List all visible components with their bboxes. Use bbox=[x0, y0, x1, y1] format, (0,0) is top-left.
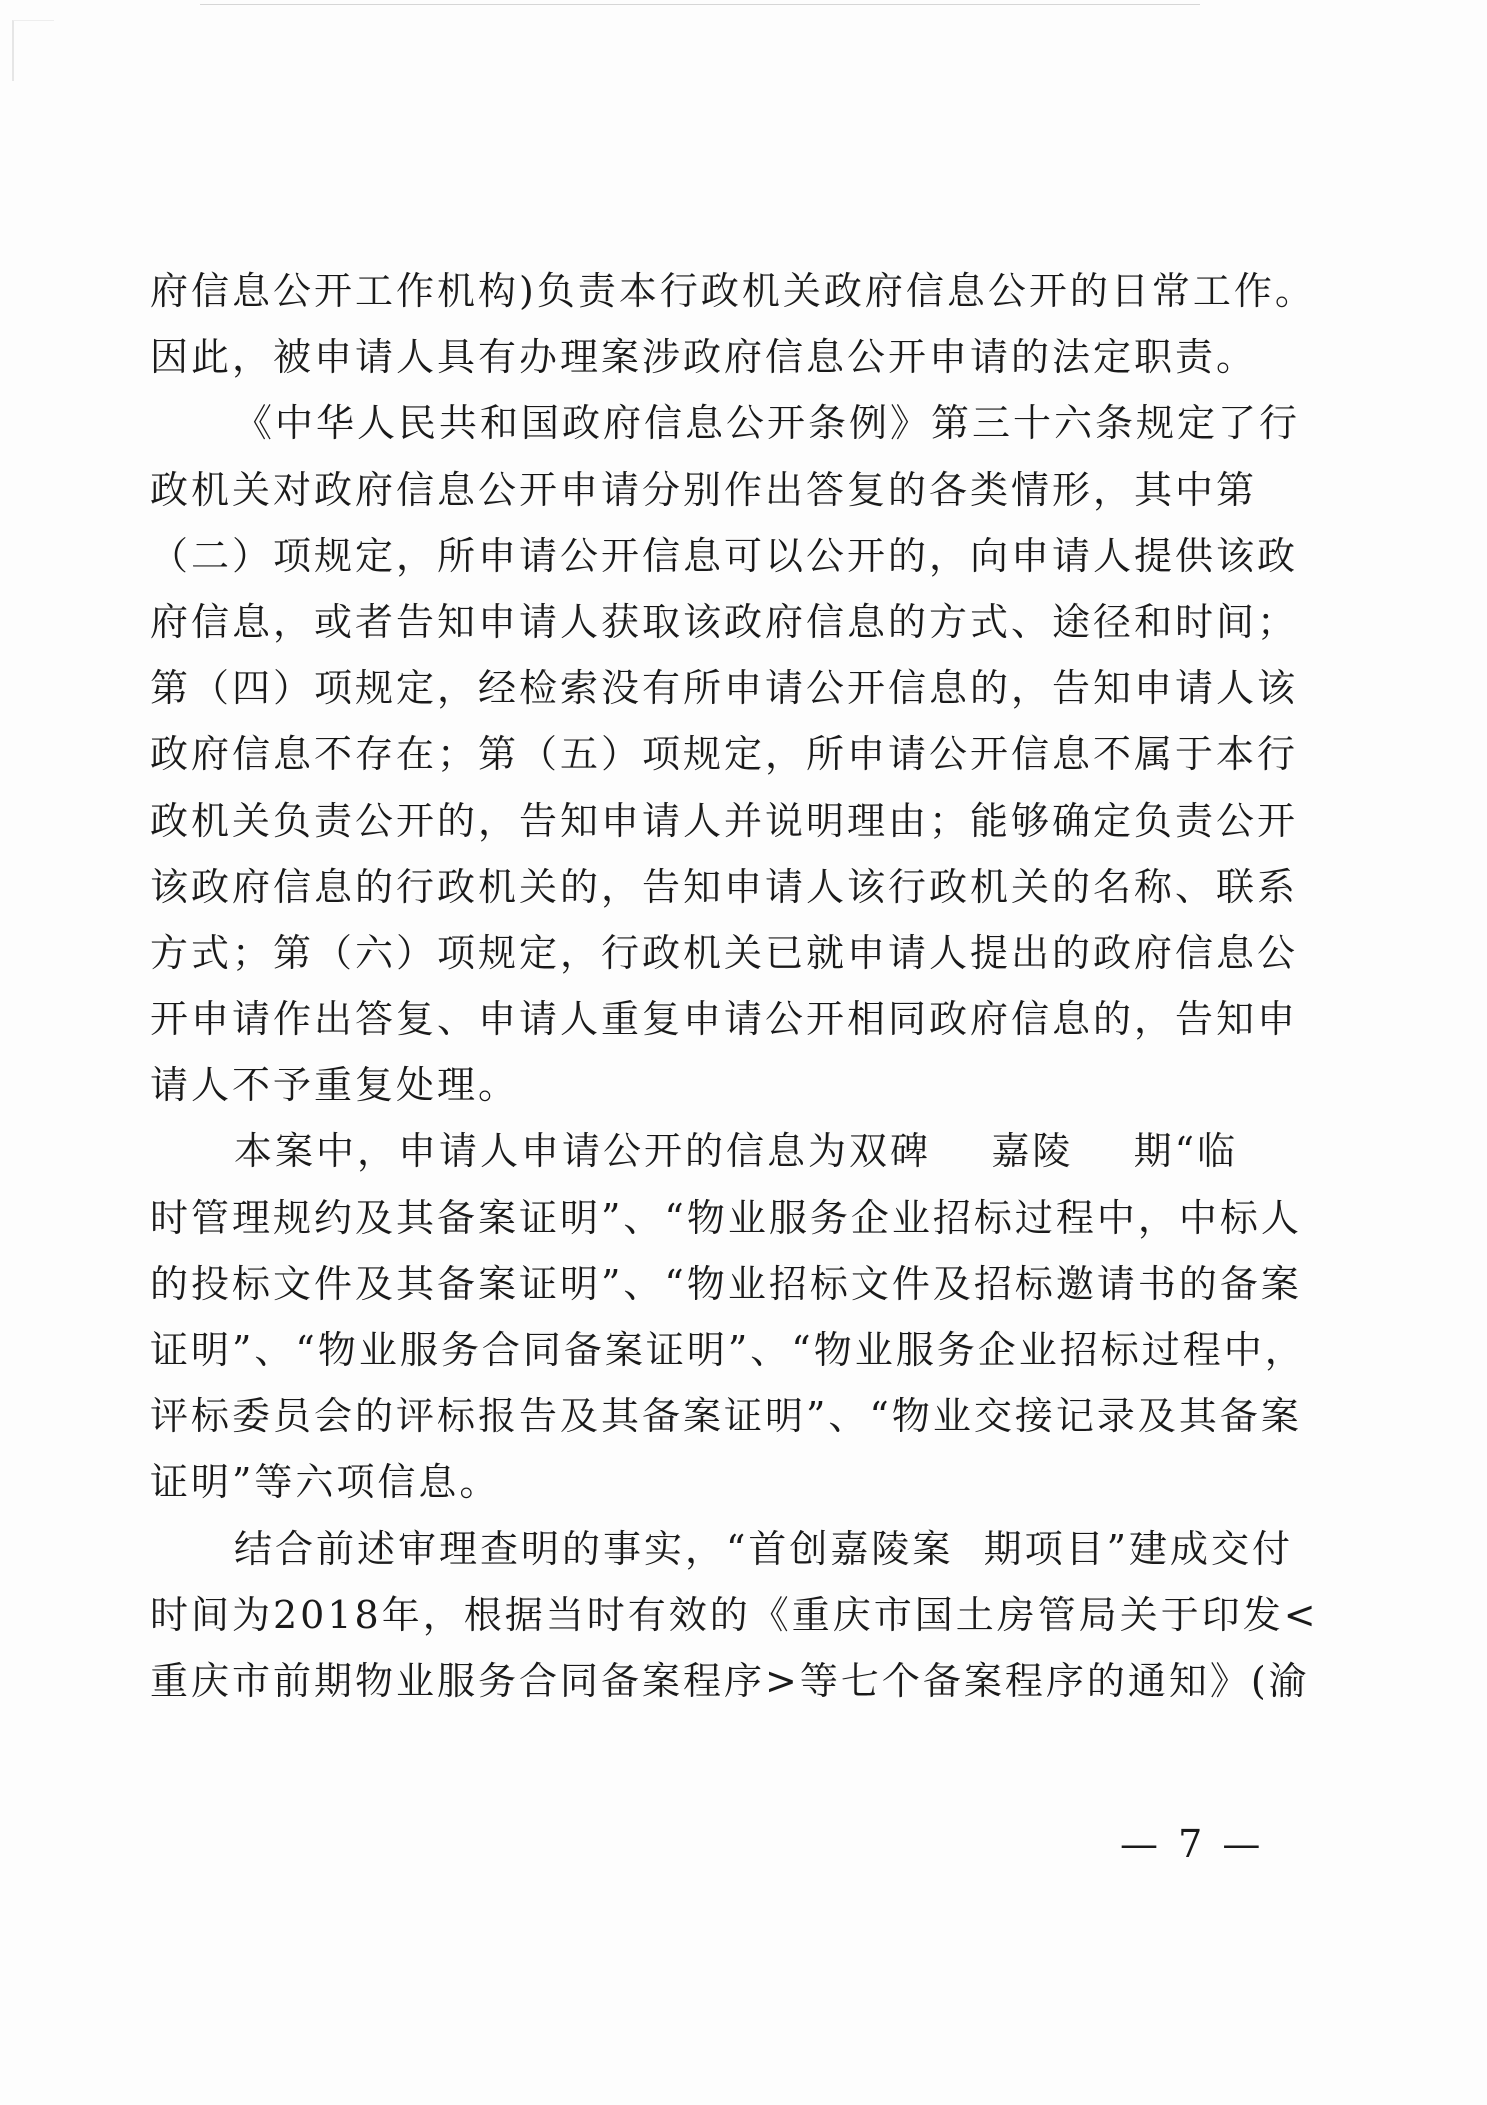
document-body bbox=[150, 258, 1319, 1714]
text-line: 时间为2018年，根据当时有效的《重庆市国土房管局关于印发< bbox=[150, 1592, 1319, 1637]
text-line: 政机关对政府信息公开申请分别作出答复的各类情形，其中第 bbox=[150, 467, 1258, 512]
text-line: 重庆市前期物业服务合同备案程序>等七个备案程序的通知》(渝 bbox=[150, 1658, 1310, 1703]
text-line: 时管理规约及其备案证明”、“物业服务企业招标过程中，中标人 bbox=[150, 1195, 1302, 1240]
text-line: 本案中，申请人申请公开的信息为双碑 嘉陵 期“临 bbox=[234, 1129, 1239, 1174]
text-line: 政机关负责公开的，告知申请人并说明理由；能够确定负责公开 bbox=[150, 798, 1299, 843]
scan-edge-line bbox=[200, 4, 1200, 5]
text-line: 《中华人民共和国政府信息公开条例》第三十六条规定了行 bbox=[234, 401, 1301, 446]
text-line: （二）项规定，所申请公开信息可以公开的，向申请人提供该政 bbox=[150, 533, 1299, 578]
text-line: 的投标文件及其备案证明”、“物业招标文件及招标邀请书的备案 bbox=[150, 1261, 1302, 1306]
text-line: 该政府信息的行政机关的，告知申请人该行政机关的名称、联系 bbox=[150, 864, 1299, 909]
text-line: 请人不予重复处理。 bbox=[150, 1063, 520, 1108]
text-line: 开申请作出答复、申请人重复申请公开相同政府信息的，告知申 bbox=[150, 997, 1299, 1042]
text-line: 第（四）项规定，经检索没有所申请公开信息的，告知申请人该 bbox=[150, 666, 1299, 711]
page-number: — 7 — bbox=[1120, 1822, 1265, 1866]
scan-corner-mark bbox=[12, 20, 54, 81]
text-line: 方式；第（六）项规定，行政机关已就申请人提出的政府信息公 bbox=[150, 930, 1299, 975]
text-line: 府信息公开工作机构)负责本行政机关政府信息公开的日常工作。 bbox=[150, 269, 1316, 313]
text-line: 评标委员会的评标报告及其备案证明”、“物业交接记录及其备案 bbox=[150, 1394, 1302, 1439]
text-line: 证明”、“物业服务合同备案证明”、“物业服务企业招标过程中， bbox=[150, 1328, 1306, 1372]
text-line: 证明”等六项信息。 bbox=[150, 1460, 501, 1505]
text-line: 因此，被申请人具有办理案涉政府信息公开申请的法定职责。 bbox=[150, 335, 1258, 380]
text-line: 府信息，或者告知申请人获取该政府信息的方式、途径和时间； bbox=[150, 599, 1299, 644]
text-line: 结合前述审理查明的事实，“首创嘉陵案 期项目”建成交付 bbox=[234, 1526, 1294, 1571]
text-line: 政府信息不存在；第（五）项规定，所申请公开信息不属于本行 bbox=[150, 732, 1299, 777]
